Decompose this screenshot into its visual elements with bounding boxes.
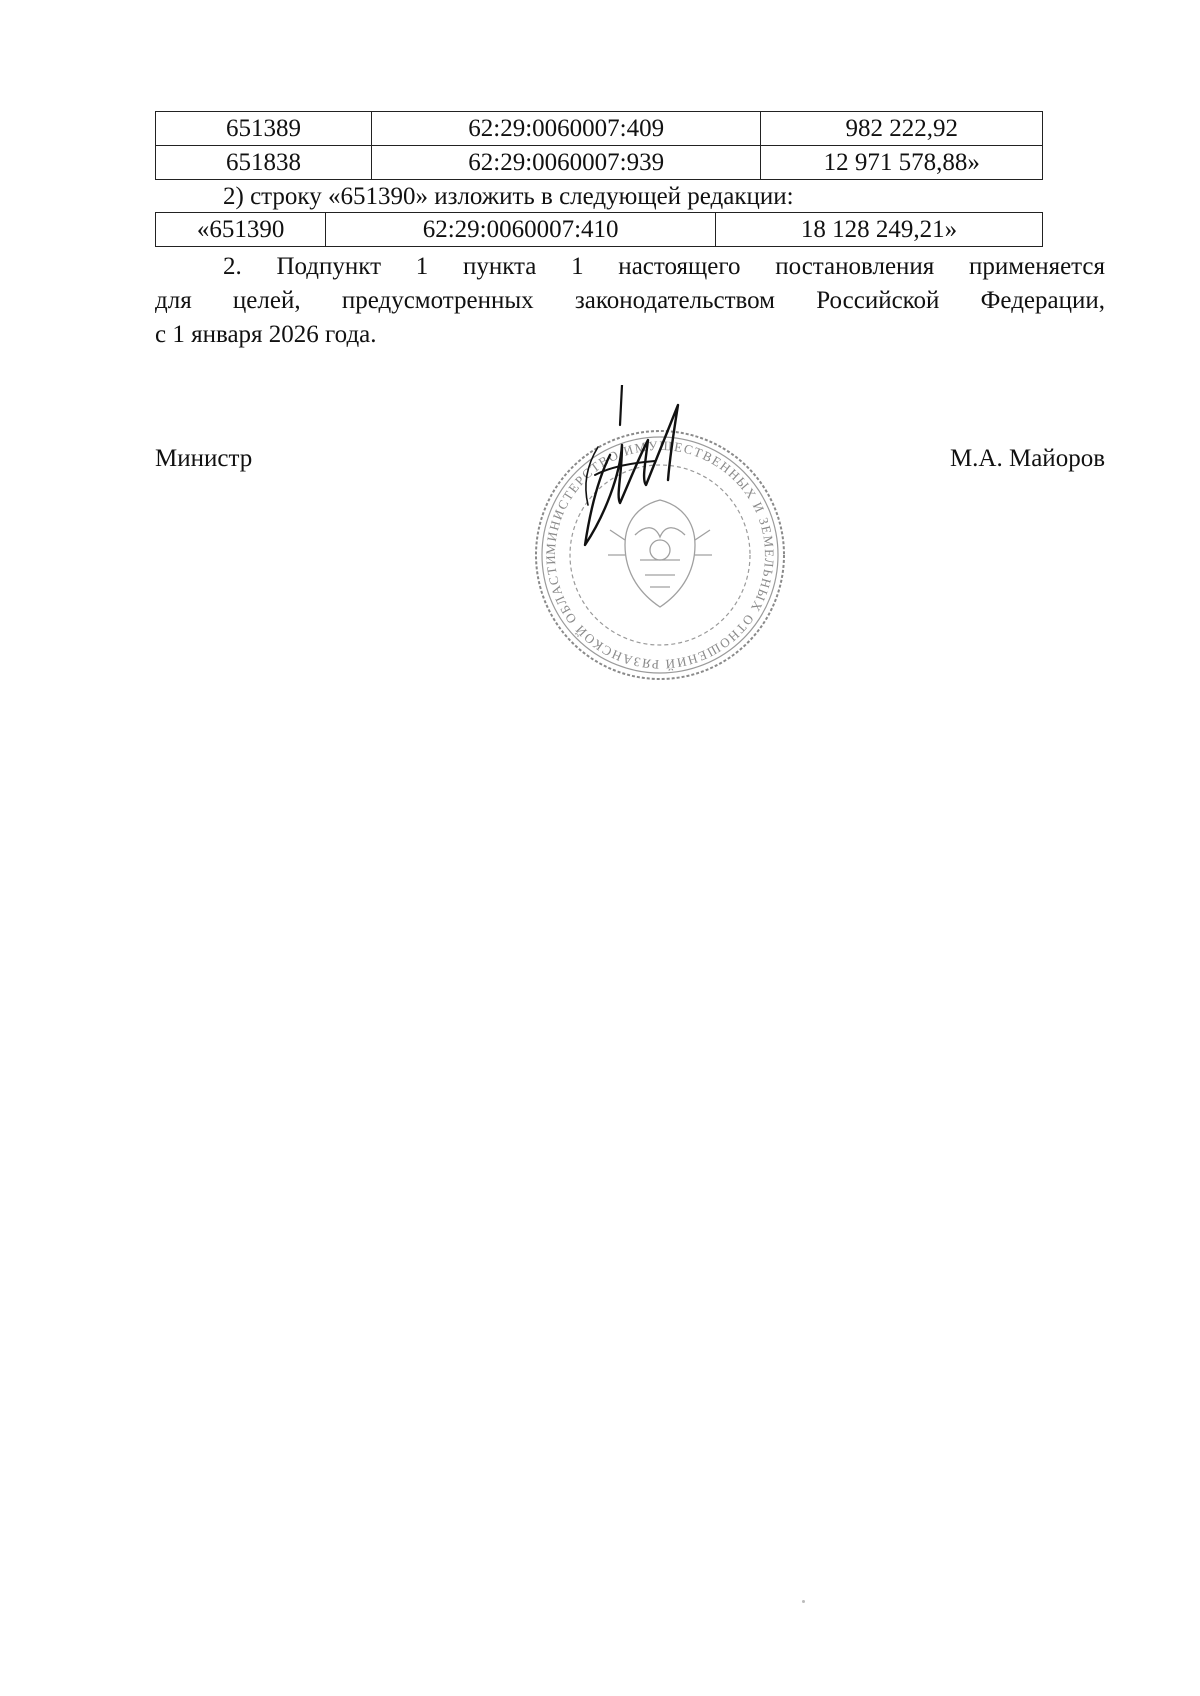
- table-cell-value: 982 222,92: [761, 112, 1043, 146]
- signer-name: М.А. Майоров: [949, 445, 1105, 472]
- table-cell-cadastral-number: 62:29:0060007:410: [326, 213, 716, 247]
- table-cell-value: 12 971 578,88»: [761, 146, 1043, 180]
- scan-speck: [802, 1600, 805, 1603]
- table-cell-cadastral-number: 62:29:0060007:409: [371, 112, 761, 146]
- cadastral-value-table: [155, 111, 1043, 180]
- table-row: [156, 112, 1043, 146]
- handwritten-signature: [560, 385, 700, 555]
- table-cell-number: «651390: [156, 213, 326, 247]
- table-cell-value: 18 128 249,21»: [715, 213, 1042, 247]
- table-cell-number: 651389: [156, 112, 372, 146]
- signer-position: Министр: [155, 445, 253, 472]
- subpoint-2-text: 2) строку «651390» изложить в следующей редакции:: [223, 183, 794, 210]
- paragraph-2-line-1-text: 2. Подпункт 1 пункта 1 настоящего постановления применяется: [223, 253, 1105, 280]
- revised-row-table: [155, 212, 1043, 247]
- table-row: [156, 146, 1043, 180]
- paragraph-2-line-2: для целей, предусмотренных законодательством Российской Федерации,: [155, 287, 1105, 314]
- paragraph-2-line-3: с 1 января 2026 года.: [155, 321, 377, 348]
- svg-text:МИНИСТЕРСТВО ИМУЩЕСТВЕННЫХ И З: МИНИСТЕРСТВО ИМУЩЕСТВЕННЫХ И ЗЕМЕЛЬНЫХ ОТНОШЕНИЙ РЯЗАНСКОЙ ОБЛАСТИ: [542, 437, 778, 673]
- paragraph-2-line-1: [155, 250, 1105, 284]
- table-cell-cadastral-number: 62:29:0060007:939: [371, 146, 761, 180]
- table-cell-number: 651838: [156, 146, 372, 180]
- table-row: [156, 213, 1043, 247]
